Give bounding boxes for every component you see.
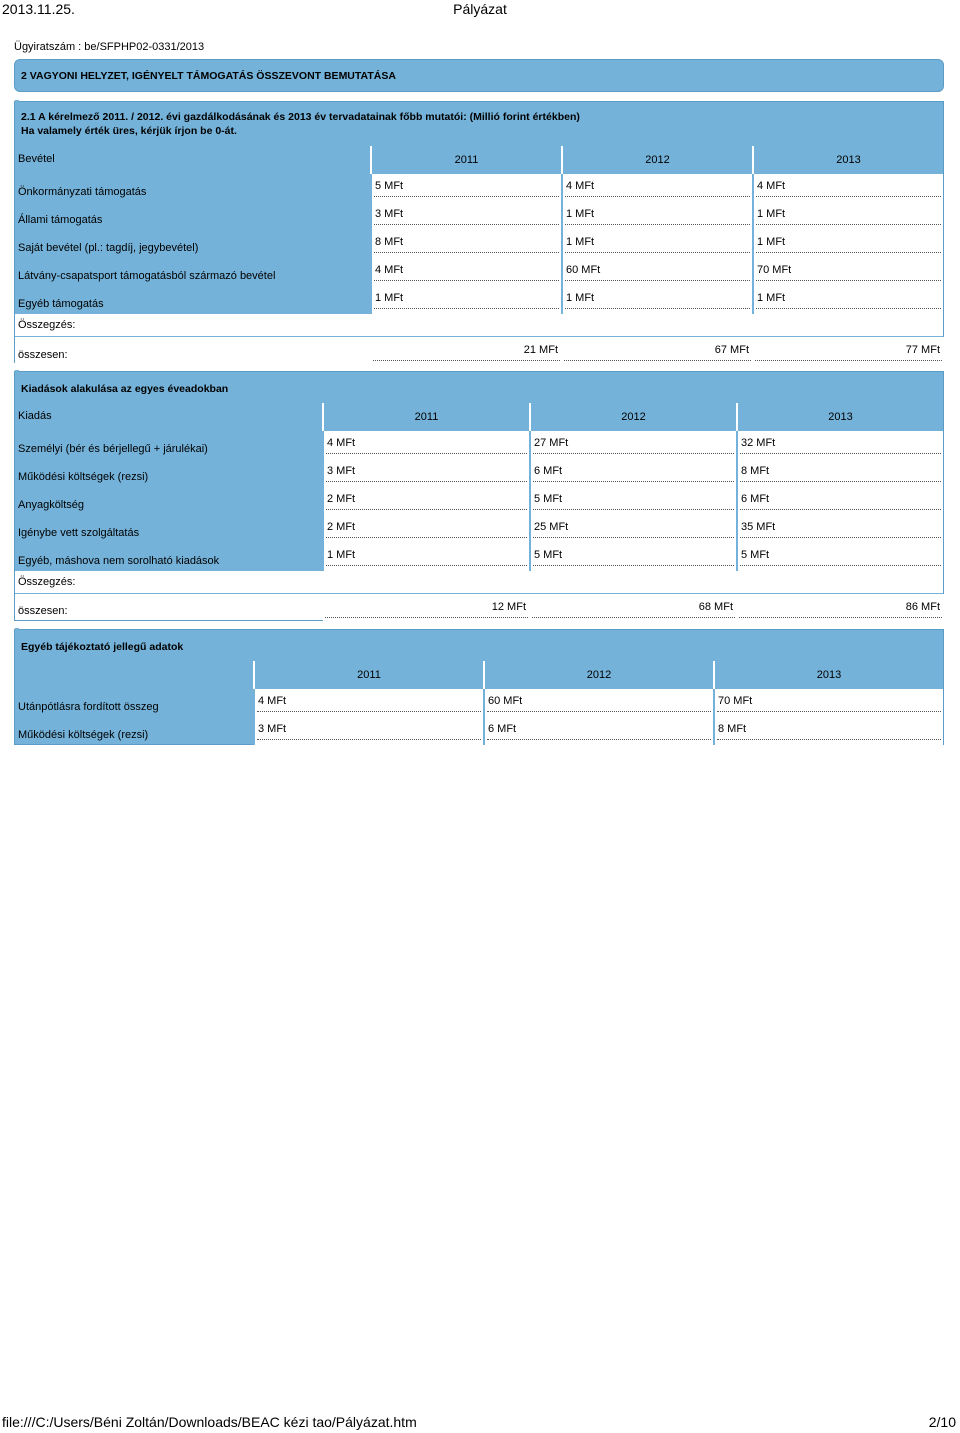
value-cell	[253, 717, 483, 745]
row-label: Egyéb támogatás	[18, 298, 104, 310]
row-label: Látvány-csapatsport támogatásból származó bevétel	[18, 270, 276, 282]
page-number: 2/10	[928, 1414, 956, 1430]
value-cell	[752, 230, 943, 258]
income-heading	[15, 102, 943, 138]
value-cell	[322, 543, 529, 571]
other-data-heading: Egyéb tájékoztató jellegű adatok	[21, 641, 184, 653]
value-cell	[752, 202, 943, 230]
value-cell	[561, 230, 752, 258]
value-cell	[529, 515, 736, 543]
total-cell	[371, 337, 562, 365]
total-cell	[562, 337, 753, 365]
value-field[interactable]: 70 MFt	[717, 692, 941, 712]
value-field[interactable]: 4 MFt	[374, 261, 559, 281]
expenses-heading: Kiadások alakulása az egyes éveadokban	[21, 383, 229, 395]
other-year-header: 2013	[713, 661, 943, 689]
value-cell	[736, 431, 943, 459]
income-column-label: Bevétel	[18, 153, 55, 165]
summary-row	[15, 571, 943, 593]
value-cell	[322, 515, 529, 543]
value-cell	[370, 258, 561, 286]
row-label: Utánpótlásra fordított összeg	[18, 701, 159, 713]
value-cell	[322, 431, 529, 459]
value-cell	[752, 258, 943, 286]
value-cell	[736, 515, 943, 543]
value-field[interactable]: 3 MFt	[374, 205, 559, 225]
table-row	[15, 431, 943, 459]
income-header-row	[15, 146, 943, 174]
row-label: Saját bevétel (pl.: tagdíj, jegybevétel)	[18, 242, 199, 254]
value-field[interactable]: 8 MFt	[374, 233, 559, 253]
total-field[interactable]: 67 MFt	[564, 341, 751, 361]
total-field[interactable]: 86 MFt	[739, 598, 942, 618]
total-cell	[753, 337, 944, 365]
file-path: file:///C:/Users/Béni Zoltán/Downloads/BEAC kézi tao/Pályázat.htm	[2, 1414, 417, 1430]
row-label: Egyéb, máshova nem sorolható kiadások	[18, 555, 220, 567]
value-cell	[370, 286, 561, 314]
value-field[interactable]: 60 MFt	[565, 261, 750, 281]
value-field[interactable]: 6 MFt	[740, 490, 941, 510]
table-row	[15, 487, 943, 515]
total-cell	[323, 594, 530, 621]
summary-label: Összegzés:	[18, 319, 76, 331]
total-field[interactable]: 21 MFt	[373, 341, 560, 361]
row-label: Igénybe vett szolgáltatás	[18, 527, 140, 539]
table-row	[15, 459, 943, 487]
total-field[interactable]: 68 MFt	[532, 598, 735, 618]
value-field[interactable]: 5 MFt	[533, 546, 734, 566]
table-row	[15, 515, 943, 543]
print-header	[0, 1, 960, 17]
value-cell	[322, 459, 529, 487]
value-field[interactable]: 1 MFt	[565, 289, 750, 309]
value-field[interactable]: 6 MFt	[533, 462, 734, 482]
income-panel	[14, 101, 944, 363]
value-field[interactable]: 35 MFt	[740, 518, 941, 538]
total-field[interactable]: 12 MFt	[325, 598, 528, 618]
value-cell	[483, 689, 713, 717]
value-cell	[529, 431, 736, 459]
table-row	[15, 230, 943, 258]
value-field[interactable]: 4 MFt	[565, 177, 750, 197]
expenses-header-row	[15, 403, 943, 431]
value-field[interactable]: 3 MFt	[326, 462, 527, 482]
value-cell	[713, 689, 943, 717]
value-cell	[736, 543, 943, 571]
total-label: összesen:	[18, 605, 68, 617]
summary-label: Összegzés:	[18, 576, 76, 588]
case-number: Ügyiratszám : be/SFPHP02-0331/2013	[14, 41, 205, 53]
value-field[interactable]: 8 MFt	[740, 462, 941, 482]
expenses-column-label: Kiadás	[18, 410, 52, 422]
value-cell	[529, 487, 736, 515]
value-cell	[752, 286, 943, 314]
value-field[interactable]: 4 MFt	[257, 692, 481, 712]
row-label: Személyi (bér és bérjellegű + járulékai)	[18, 443, 208, 455]
row-label: Működési költségek (rezsi)	[18, 471, 149, 483]
row-label: Anyagköltség	[18, 499, 85, 511]
total-row	[15, 336, 943, 364]
value-cell	[483, 717, 713, 745]
value-field[interactable]: 3 MFt	[257, 720, 481, 740]
value-cell	[561, 286, 752, 314]
value-cell	[561, 174, 752, 202]
value-field[interactable]: 5 MFt	[533, 490, 734, 510]
value-cell	[322, 487, 529, 515]
value-field[interactable]: 2 MFt	[326, 518, 527, 538]
value-field[interactable]: 4 MFt	[756, 177, 941, 197]
value-field[interactable]: 6 MFt	[487, 720, 711, 740]
value-field[interactable]: 32 MFt	[740, 434, 941, 454]
expenses-year-header: 2011	[322, 403, 529, 431]
table-row	[15, 543, 943, 571]
table-row	[15, 174, 943, 202]
value-field[interactable]: 1 MFt	[565, 233, 750, 253]
value-cell	[561, 258, 752, 286]
other-header-row	[15, 661, 943, 689]
summary-row	[15, 314, 943, 336]
value-field[interactable]: 1 MFt	[374, 289, 559, 309]
total-label: összesen:	[18, 349, 68, 361]
value-field[interactable]: 1 MFt	[565, 205, 750, 225]
value-cell	[529, 459, 736, 487]
value-cell	[752, 174, 943, 202]
income-heading-line2: Ha valamely érték üres, kérjük írjon be 0-át.	[21, 125, 237, 137]
value-field[interactable]: 60 MFt	[487, 692, 711, 712]
value-cell	[736, 459, 943, 487]
table-row	[15, 258, 943, 286]
total-field[interactable]: 77 MFt	[755, 341, 942, 361]
expenses-year-header: 2013	[736, 403, 943, 431]
total-cell	[530, 594, 737, 621]
income-year-header: 2012	[561, 146, 752, 174]
value-cell	[370, 202, 561, 230]
table-row	[15, 689, 943, 717]
print-footer	[2, 1414, 958, 1430]
total-cell	[737, 594, 944, 621]
value-cell	[561, 202, 752, 230]
value-cell	[736, 487, 943, 515]
table-row	[15, 286, 943, 314]
other-year-header: 2011	[253, 661, 483, 689]
expenses-panel	[14, 371, 944, 621]
expenses-year-header: 2012	[529, 403, 736, 431]
value-field[interactable]: 4 MFt	[326, 434, 527, 454]
table-row	[15, 202, 943, 230]
value-field[interactable]: 25 MFt	[533, 518, 734, 538]
value-cell	[253, 689, 483, 717]
value-field[interactable]: 70 MFt	[756, 261, 941, 281]
value-field[interactable]: 5 MFt	[740, 546, 941, 566]
value-cell	[370, 174, 561, 202]
other-data-panel	[14, 629, 944, 745]
value-field[interactable]: 1 MFt	[756, 289, 941, 309]
value-cell	[529, 543, 736, 571]
value-cell	[713, 717, 943, 745]
value-field[interactable]: 2 MFt	[326, 490, 527, 510]
value-field[interactable]: 27 MFt	[533, 434, 734, 454]
income-year-header: 2013	[752, 146, 943, 174]
income-year-header: 2011	[370, 146, 561, 174]
value-field[interactable]: 5 MFt	[374, 177, 559, 197]
value-field[interactable]: 1 MFt	[326, 546, 527, 566]
income-heading-line1: 2.1 A kérelmező 2011. / 2012. évi gazdálkodásának és 2013 év tervadatainak főbb mutatói: (Millió forint értékben)	[21, 111, 580, 123]
value-field[interactable]: 1 MFt	[756, 205, 941, 225]
print-title: Pályázat	[453, 1, 507, 17]
section-title: 2 VAGYONI HELYZET, IGÉNYELT TÁMOGATÁS ÖSSZEVONT BEMUTATÁSA	[14, 59, 944, 92]
value-cell	[370, 230, 561, 258]
print-date: 2013.11.25.	[2, 1, 75, 17]
value-field[interactable]: 8 MFt	[717, 720, 941, 740]
value-field[interactable]: 1 MFt	[756, 233, 941, 253]
row-label: Működési költségek (rezsi)	[18, 729, 149, 741]
row-label: Önkormányzati támogatás	[18, 186, 147, 198]
row-label: Állami támogatás	[18, 214, 103, 226]
other-year-header: 2012	[483, 661, 713, 689]
total-row	[15, 593, 943, 620]
table-row	[15, 717, 943, 745]
